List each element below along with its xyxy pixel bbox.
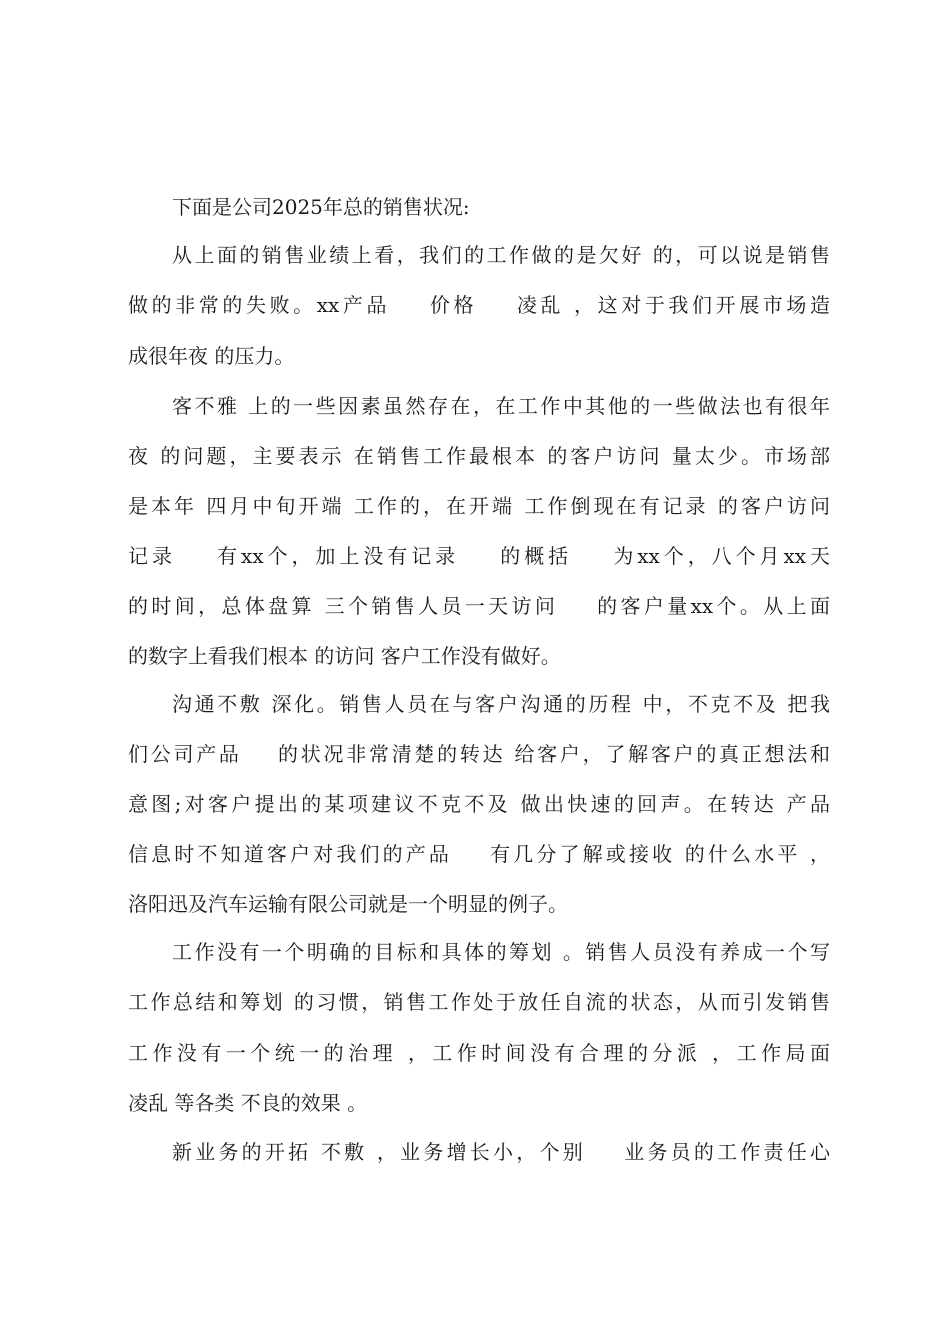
paragraph-line: 记录 有xx个，加上没有记录 的概括 为xx个，八个月xx天 (128, 544, 830, 568)
paragraph-line: 做的非常的失败。xx产品 价格 凌乱 ，这对于我们开展市场造 (128, 293, 830, 317)
paragraph-line: 是本年 四月中旬开端 工作的，在开端 工作倒现在有记录 的客户访问 (128, 494, 830, 518)
paragraph-line: 新业务的开拓 不敷 ，业务增长小，个别 业务员的工作责任心 (172, 1140, 830, 1164)
paragraph-line: 意图;对客户提出的某项建议不克不及 做出快速的回声。在转达 产品 (128, 792, 830, 816)
paragraph-line: 沟通不敷 深化。销售人员在与客户沟通的历程 中，不克不及 把我 (172, 692, 830, 716)
paragraph-line: 信息时不知道客户对我们的产品 有几分了解或接收 的什么水平 ， (128, 842, 830, 866)
paragraph-line: 成很年夜 的压力。 (128, 344, 295, 368)
paragraph-line: 洛阳迅及汽车运输有限公司就是一个明显的例子。 (128, 892, 568, 916)
paragraph-line: 工作没有一个明确的目标和具体的筹划 。销售人员没有养成一个写 (172, 940, 830, 964)
paragraph-line: 凌乱 等各类 不良的效果 。 (128, 1091, 368, 1115)
paragraph-line: 们公司产品 的状况非常清楚的转达 给客户，了解客户的真正想法和 (128, 742, 830, 766)
paragraph-intro-line: 下面是公司2025年总的销售状况: (172, 195, 470, 219)
paragraph-line: 的时间，总体盘算 三个销售人员一天访问 的客户量xx个。从上面 (128, 594, 830, 618)
paragraph-line: 从上面的销售业绩上看，我们的工作做的是欠好 的，可以说是销售 (172, 243, 830, 267)
paragraph-line: 的数字上看我们根本 的访问 客户工作没有做好。 (128, 644, 561, 668)
paragraph-line: 夜 的问题，主要表示 在销售工作最根本 的客户访问 量太少。市场部 (128, 444, 830, 468)
paragraph-line: 工作总结和筹划 的习惯，销售工作处于放任自流的状态，从而引发销售 (128, 990, 830, 1014)
paragraph-line: 工作没有一个统一的治理 ，工作时间没有合理的分派 ，工作局面 (128, 1041, 830, 1065)
paragraph-line: 客不雅 上的一些因素虽然存在，在工作中其他的一些做法也有很年 (172, 394, 830, 418)
